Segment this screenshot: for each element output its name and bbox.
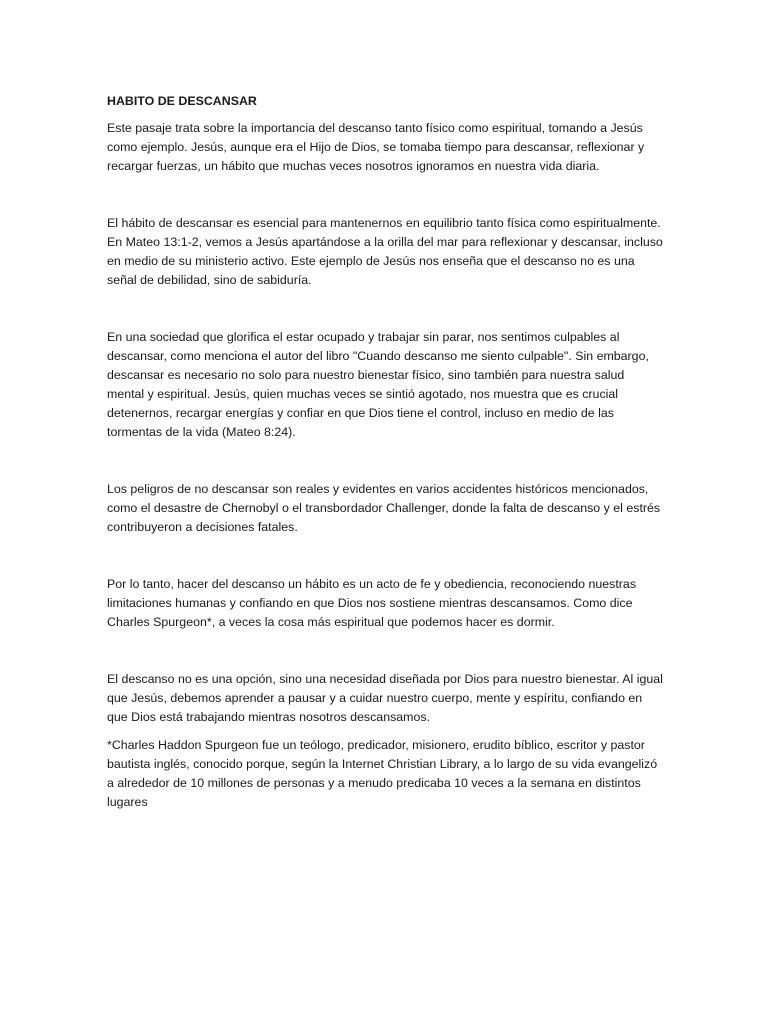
- footnote-spurgeon: *Charles Haddon Spurgeon fue un teólogo, predicador, misionero, erudito bíblico, escritor y pastor bautista inglés, conocido porque, según la Internet Christian Library, a lo largo de su vida evangelizó a alrededor de 10 millones de personas y a menudo predicaba 10 veces a la semana en distintos lugares: [107, 738, 658, 809]
- document-page: [107, 92, 663, 812]
- paragraph-equilibrio: El hábito de descansar es esencial para mantenernos en equilibrio tanto física como espiritualmente. En Mateo 13:1-2, vemos a Jesús apartándose a la orilla del mar para reflexionar y descansar, incluso en medio de su ministerio activo. Este ejemplo de Jesús nos enseña que el descanso no es una señal de debilidad, sino de sabiduría.: [107, 216, 663, 287]
- paragraph-intro: Este pasaje trata sobre la importancia del descanso tanto físico como espiritual, tomando a Jesús como ejemplo. Jesús, aunque era el Hijo de Dios, se tomaba tiempo para descansar, reflexionar y recargar fuerzas, un hábito que muchas veces nosotros ignoramos en nuestra vida diaria.: [107, 121, 645, 173]
- paragraph-peligros: Los peligros de no descansar son reales y evidentes en varios accidentes históricos mencionados, como el desastre de Chernobyl o el transbordador Challenger, donde la falta de descanso y el estrés contribuyeron a decisiones fatales.: [107, 482, 661, 534]
- paragraph-fe-obediencia: Por lo tanto, hacer del descanso un hábito es un acto de fe y obediencia, reconociendo nuestras limitaciones humanas y confiando en que Dios nos sostiene mientras descansamos. Como dice Charles Spurgeon*, a veces la cosa más espiritual que podemos hacer es dormir.: [107, 577, 637, 629]
- paragraph-conclusion: El descanso no es una opción, sino una necesidad diseñada por Dios para nuestro bienestar. Al igual que Jesús, debemos aprender a pausar y a cuidar nuestro cuerpo, mente y espíritu, confiando en que Dios está trabajando mientras nosotros descansamos.: [107, 672, 663, 724]
- document-title: HABITO DE DESCANSAR: [107, 94, 257, 108]
- paragraph-sociedad: En una sociedad que glorifica el estar ocupado y trabajar sin parar, nos sentimos culpables al descansar, como menciona el autor del libro "Cuando descanso me siento culpable". Sin embargo, descansar es necesario no solo para nuestro bienestar físico, sino también para nuestra salud mental y espiritual. Jesús, quien muchas veces se sintió agotado, nos muestra que es crucial detenernos, recargar energías y confiar en que Dios tiene el control, incluso en medio de las tormentas de la vida (Mateo 8:24).: [107, 330, 649, 439]
